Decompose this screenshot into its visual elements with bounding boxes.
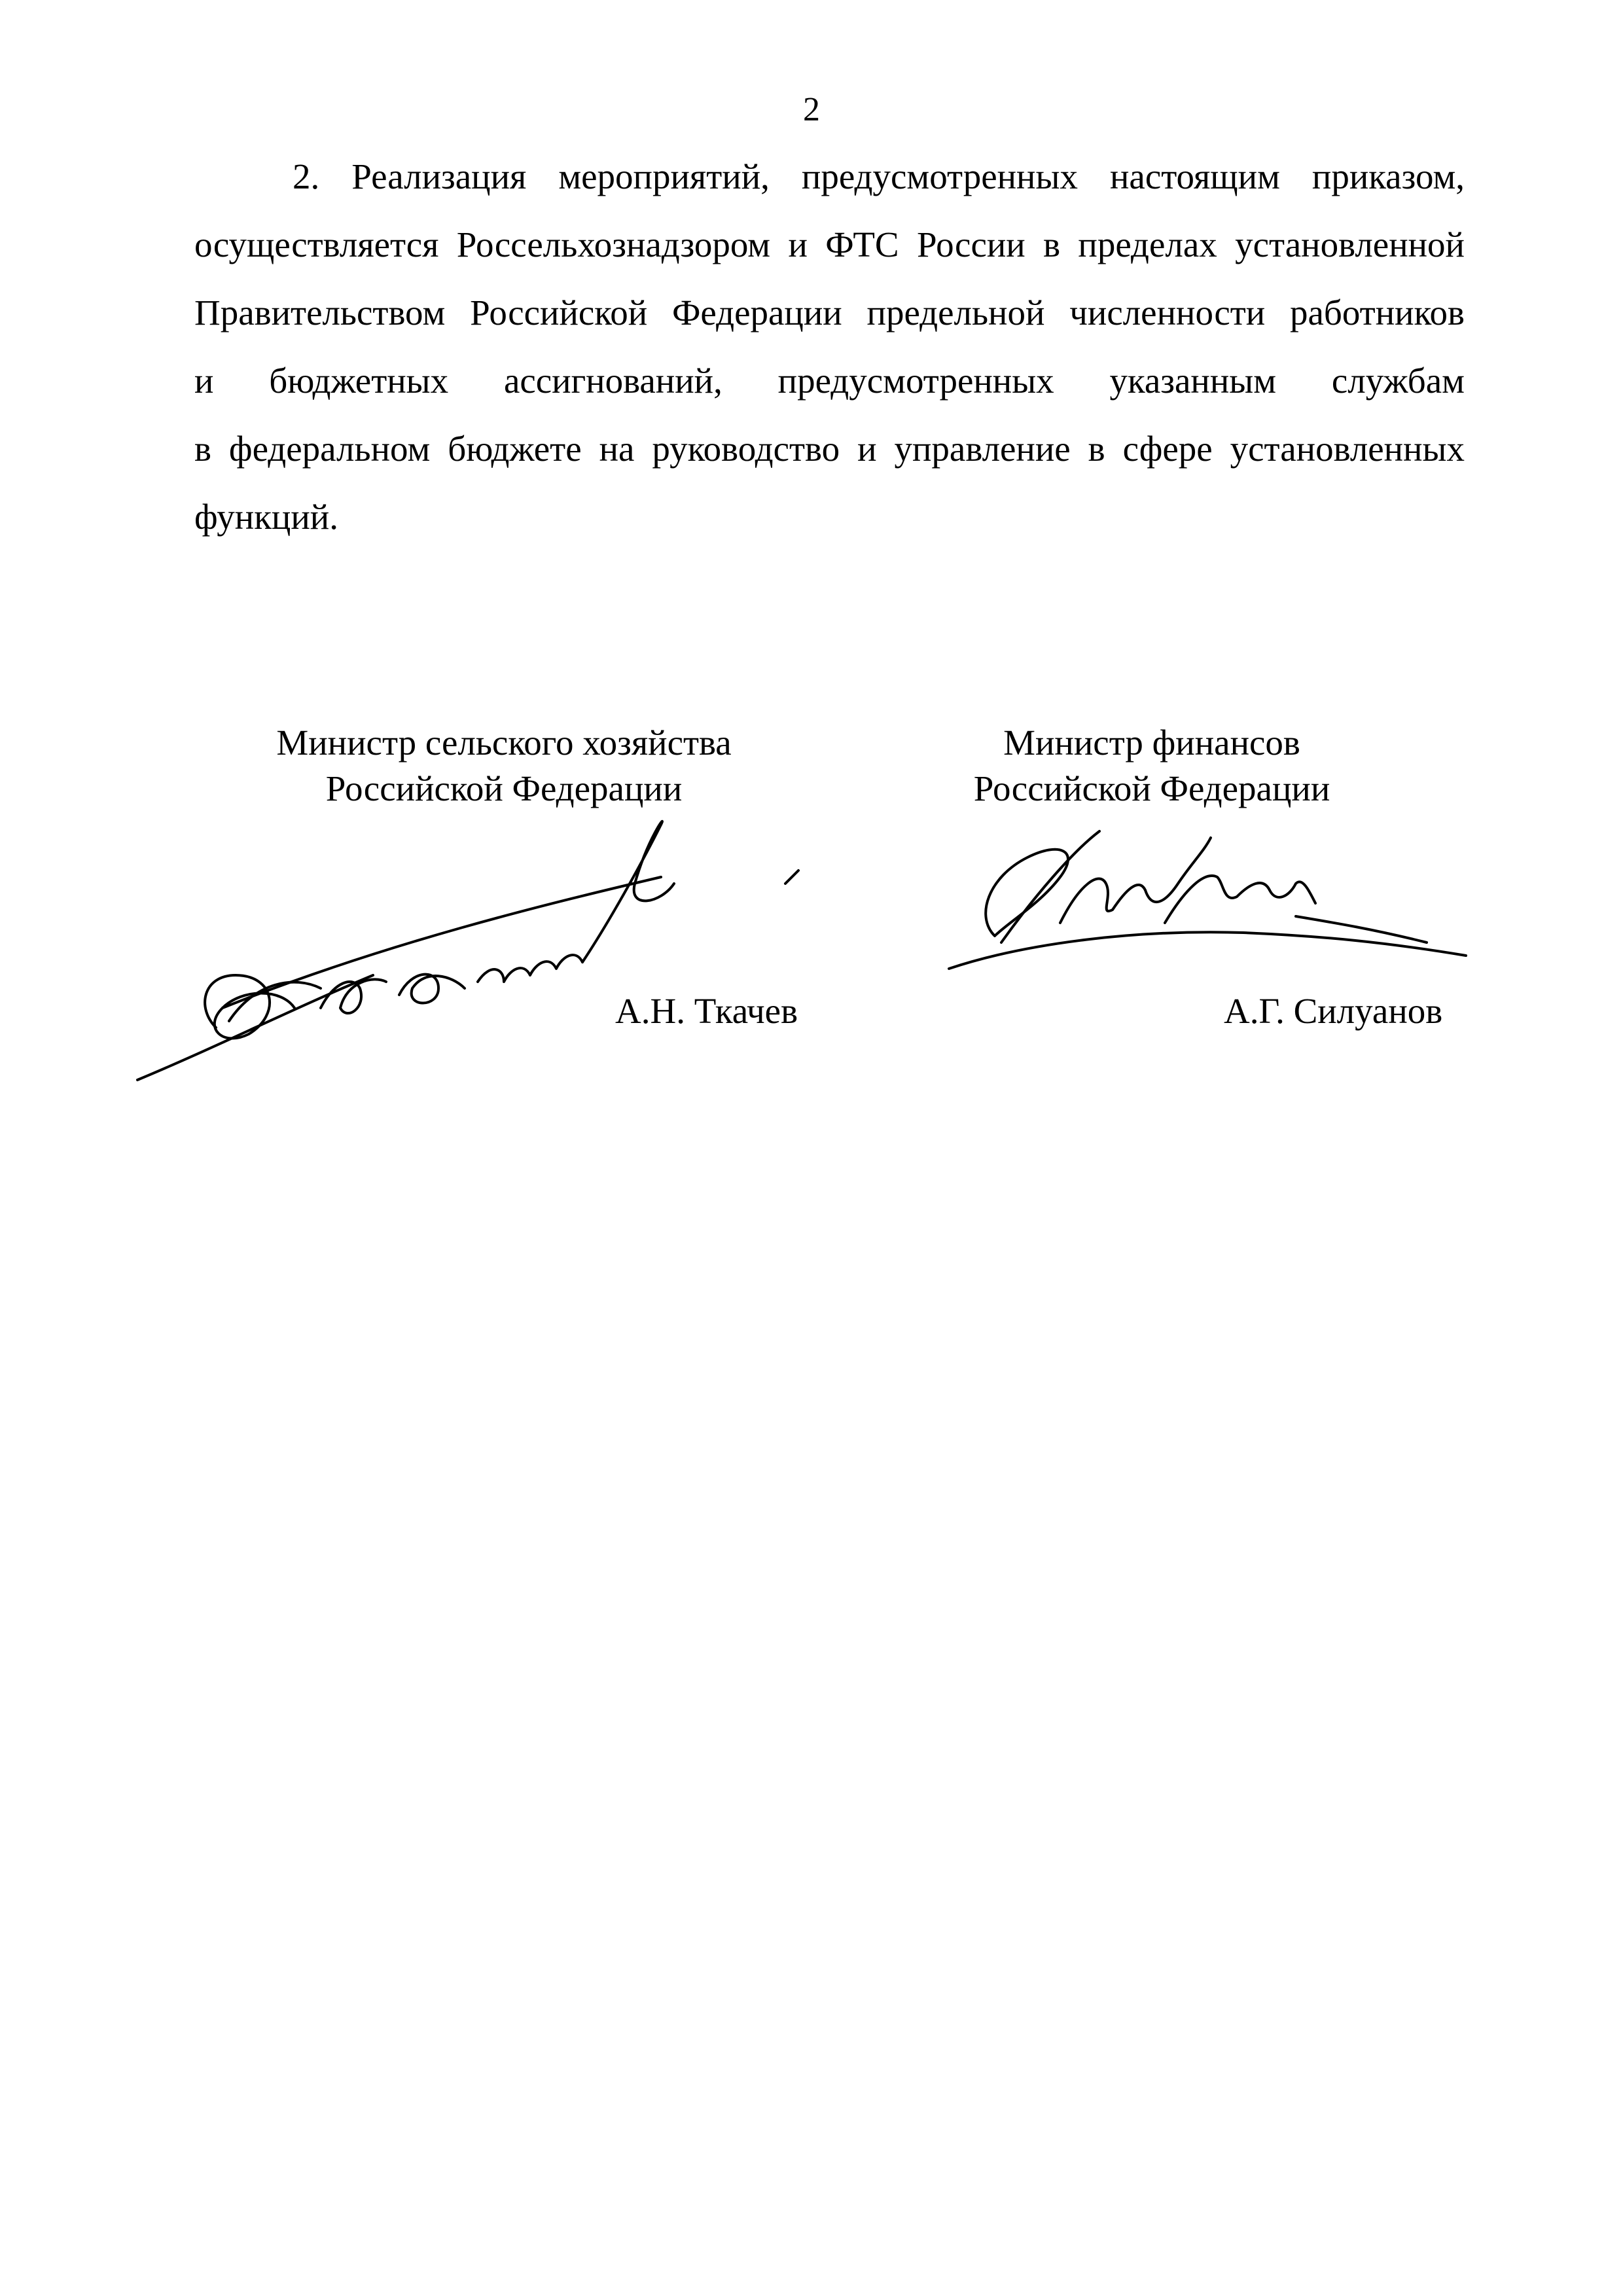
signatory-title-line: Российской Федерации [325,768,683,808]
body-line: в федеральном бюджете на руководство и управление в сфере установленных [194,429,1465,469]
body-line: и бюджетных ассигнований, предусмотренных указанным службам [194,361,1465,401]
body-line: Правительством Российской Федерации предельной численности работников [194,293,1465,332]
signatory-title-left [216,720,792,812]
signatory-name-left: А.Н. Ткачев [615,991,798,1031]
signatory-title-line: Министр сельского хозяйства [276,723,732,762]
page-number: 2 [803,91,820,128]
body-paragraph [194,143,1465,551]
signatory-name-right: А.Г. Силуанов [1224,991,1443,1031]
body-line: функций. [194,497,338,537]
body-line: 2. Реализация мероприятий, предусмотренных настоящим приказом, [293,156,1465,196]
signatory-title-line: Российской Федерации [973,768,1330,808]
signatory-title-right [864,720,1440,812]
handwritten-signature-left [124,812,844,1100]
body-line: осуществляется Россельхознадзором и ФТС России в пределах установленной [194,224,1465,264]
signatory-title-line: Министр финансов [1003,723,1300,762]
handwritten-signature-right [929,812,1479,988]
